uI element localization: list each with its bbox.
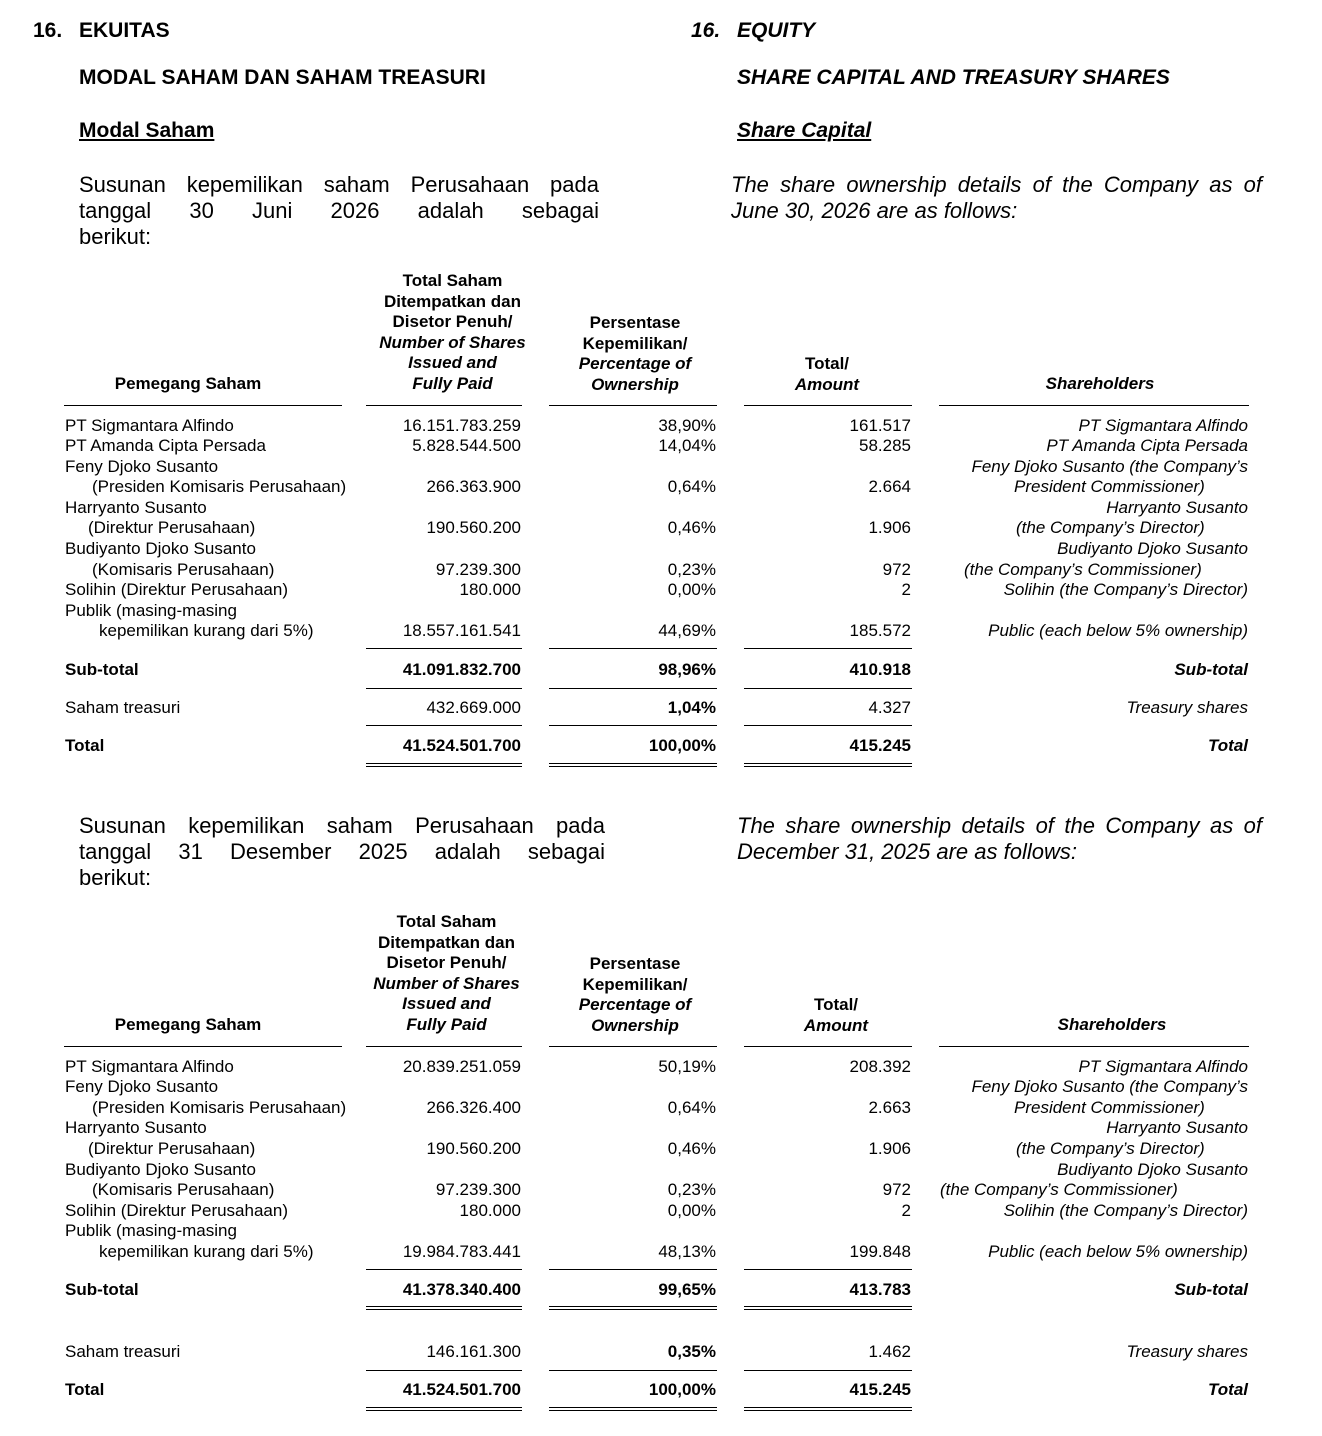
pct-cell: 0,35% [667, 1342, 716, 1361]
total-double-rule [549, 1407, 717, 1411]
row-label: Saham treasuri [65, 698, 181, 717]
pct-cell: 99,65% [658, 1280, 716, 1299]
sum-rule [366, 1370, 522, 1371]
shareholder-en: PT Sigmantara Alfindo [1078, 1057, 1248, 1076]
amount-cell: 2.664 [868, 477, 911, 496]
row-label: kepemilikan kurang dari 5%) [99, 1242, 314, 1261]
shares-cell: 266.363.900 [426, 477, 521, 496]
row-label: Feny Djoko Susanto [65, 1077, 219, 1096]
shareholder-en: Budiyanto Djoko Susanto [1057, 1160, 1248, 1179]
col-header-amount [760, 354, 894, 395]
header-line: Disetor Penuh/ [392, 312, 513, 331]
header-rule [64, 405, 342, 406]
section-number-en: 16. [691, 19, 721, 42]
header-line: Percentage of [578, 354, 692, 373]
row-label: Sub-total [65, 1280, 139, 1299]
sum-rule [549, 725, 717, 726]
intro-line: The share ownership details of the Company as of [731, 172, 1262, 197]
amount-cell: 199.848 [849, 1242, 911, 1261]
row-label: kepemilikan kurang dari 5%) [99, 621, 314, 640]
col-header-shareholders: Shareholders [1045, 374, 1155, 393]
pct-cell: 0,00% [667, 1201, 716, 1220]
total-double-rule [366, 763, 522, 767]
header-rule [64, 1046, 342, 1047]
col-header-shareholders: Shareholders [1057, 1015, 1167, 1034]
pct-cell: 0,00% [667, 580, 716, 599]
row-label: Total [65, 1380, 105, 1399]
amount-cell: 972 [882, 560, 911, 579]
header-line: Total Saham [396, 912, 497, 931]
subtotal-double-rule [744, 1306, 912, 1310]
header-rule [549, 405, 717, 406]
intro-paragraph-id-1 [79, 172, 599, 250]
header-line: Fully Paid [412, 373, 493, 393]
header-line: Ownership [591, 374, 679, 394]
shares-cell: 190.560.200 [426, 1139, 521, 1158]
header-rule [744, 405, 912, 406]
shareholder-en: Sub-total [1174, 1280, 1248, 1299]
pct-cell: 38,90% [658, 416, 716, 435]
header-line: Kepemilikan/ [582, 333, 688, 353]
shareholder-en: Feny Djoko Susanto (the Company’s [971, 457, 1248, 476]
shares-cell: 190.560.200 [426, 518, 521, 537]
header-line: Ownership [591, 1015, 679, 1035]
shareholder-en: (the Company’s Commissioner) [964, 560, 1202, 579]
shareholder-en: Harryanto Susanto [1106, 498, 1248, 517]
intro-line: Susunan kepemilikan saham Perusahaan pada [79, 172, 599, 197]
intro-line: tanggal 30 Juni 2026 adalah sebagai [79, 198, 599, 223]
sum-rule [744, 688, 912, 689]
sum-rule [366, 725, 522, 726]
header-line: Persentase [589, 313, 681, 332]
total-double-rule [549, 763, 717, 767]
amount-cell: 1.906 [868, 1139, 911, 1158]
amount-cell: 415.245 [849, 736, 911, 755]
row-label: Saham treasuri [65, 1342, 181, 1361]
header-rule [744, 1046, 912, 1047]
row-label: Total [65, 736, 105, 755]
shares-cell: 180.000 [459, 580, 521, 599]
shareholder-en: President Commissioner) [1014, 477, 1205, 496]
col-header-shares [354, 912, 539, 1035]
header-line: Amount [794, 374, 860, 394]
total-double-rule [366, 1407, 522, 1411]
sum-rule [549, 1269, 717, 1270]
heading-id: Modal Saham [79, 119, 215, 142]
total-double-rule [744, 763, 912, 767]
subtitle-en: SHARE CAPITAL AND TREASURY SHARES [737, 66, 1170, 89]
row-label: Publik (masing-masing [65, 1221, 237, 1240]
row-label: (Komisaris Perusahaan) [92, 1180, 275, 1199]
sum-rule [549, 1370, 717, 1371]
col-header-pct [555, 313, 715, 395]
row-label: Budiyanto Djoko Susanto [65, 1160, 256, 1179]
intro-line: The share ownership details of the Company as of [737, 813, 1262, 838]
header-rule [366, 1046, 522, 1047]
shareholder-en: (the Company’s Director) [1016, 1139, 1205, 1158]
shareholder-en: Total [1208, 736, 1248, 755]
pct-cell: 0,23% [667, 1180, 716, 1199]
pct-cell: 48,13% [658, 1242, 716, 1261]
header-line: Amount [803, 1015, 869, 1035]
row-label: Harryanto Susanto [65, 498, 207, 517]
header-line: Total Saham [402, 271, 503, 290]
row-label: PT Sigmantara Alfindo [65, 416, 234, 435]
sum-rule [744, 1269, 912, 1270]
pct-cell: 100,00% [648, 1380, 716, 1399]
pct-cell: 100,00% [648, 736, 716, 755]
row-label: Feny Djoko Susanto [65, 457, 219, 476]
amount-cell: 413.783 [849, 1280, 911, 1299]
shares-cell: 18.557.161.541 [402, 621, 521, 640]
row-label: Publik (masing-masing [65, 601, 237, 620]
row-label: (Presiden Komisaris Perusahaan) [92, 477, 347, 496]
shareholder-en: Harryanto Susanto [1106, 1118, 1248, 1137]
sum-rule [549, 648, 717, 649]
amount-cell: 415.245 [849, 1380, 911, 1399]
amount-cell: 208.392 [849, 1057, 911, 1076]
intro-line: tanggal 31 Desember 2025 adalah sebagai [79, 839, 605, 864]
header-line: Total/ [804, 354, 850, 373]
shares-cell: 5.828.544.500 [412, 436, 521, 455]
amount-cell: 1.462 [868, 1342, 911, 1361]
row-label: Solihin (Direktur Perusahaan) [65, 1201, 288, 1220]
amount-cell: 4.327 [868, 698, 911, 717]
shareholder-en: Solihin (the Company’s Director) [1003, 1201, 1248, 1220]
pct-cell: 44,69% [658, 621, 716, 640]
shares-cell: 16.151.783.259 [402, 416, 521, 435]
shares-cell: 97.239.300 [435, 1180, 521, 1199]
shares-cell: 432.669.000 [426, 698, 521, 717]
header-line: Number of Shares [373, 973, 520, 993]
shares-cell: 266.326.400 [426, 1098, 521, 1117]
header-line: Issued and [402, 994, 491, 1013]
intro-line: June 30, 2026 are as follows: [731, 198, 1018, 223]
row-label: PT Sigmantara Alfindo [65, 1057, 234, 1076]
header-line: Total/ [813, 995, 859, 1014]
sum-rule [366, 1269, 522, 1270]
row-label: Sub-total [65, 660, 139, 679]
header-rule [366, 405, 522, 406]
subtotal-double-rule [549, 1306, 717, 1310]
pct-cell: 0,64% [667, 1098, 716, 1117]
shareholder-en: Sub-total [1174, 660, 1248, 679]
pct-cell: 14,04% [658, 436, 716, 455]
shareholder-en: (the Company’s Commissioner) [940, 1180, 1178, 1199]
amount-cell: 410.918 [849, 660, 911, 679]
pct-cell: 0,46% [667, 518, 716, 537]
shareholder-en: Budiyanto Djoko Susanto [1057, 539, 1248, 558]
row-label: Solihin (Direktur Perusahaan) [65, 580, 288, 599]
row-label: (Direktur Perusahaan) [88, 1139, 256, 1158]
shares-cell: 146.161.300 [426, 1342, 521, 1361]
header-line: Ditempatkan dan [378, 932, 515, 952]
shareholder-en: Feny Djoko Susanto (the Company’s [971, 1077, 1248, 1096]
sum-rule [744, 725, 912, 726]
pct-cell: 0,64% [667, 477, 716, 496]
shares-cell: 41.091.832.700 [402, 660, 521, 679]
intro-paragraph-id-2 [79, 813, 605, 891]
header-line: Percentage of [578, 995, 692, 1014]
amount-cell: 58.285 [859, 436, 911, 455]
shareholder-en: Public (each below 5% ownership) [988, 1242, 1248, 1261]
shares-cell: 180.000 [459, 1201, 521, 1220]
shareholder-en: (the Company’s Director) [1016, 518, 1205, 537]
amount-cell: 972 [882, 1180, 911, 1199]
intro-line: berikut: [79, 224, 152, 249]
row-label: (Direktur Perusahaan) [88, 518, 256, 537]
shareholder-en: Public (each below 5% ownership) [988, 621, 1248, 640]
shares-cell: 41.524.501.700 [402, 1380, 521, 1399]
col-header-amount [769, 995, 903, 1036]
amount-cell: 185.572 [849, 621, 911, 640]
intro-paragraph-en-2 [737, 813, 1262, 865]
pct-cell: 1,04% [667, 698, 716, 717]
total-double-rule [744, 1407, 912, 1411]
amount-cell: 2 [901, 580, 911, 599]
col-header-shares [360, 271, 545, 394]
sum-rule [744, 648, 912, 649]
amount-cell: 2 [901, 1201, 911, 1220]
header-line: Disetor Penuh/ [386, 953, 507, 972]
pct-cell: 98,96% [658, 660, 716, 679]
row-label: Budiyanto Djoko Susanto [65, 539, 256, 558]
section-number-id: 16. [33, 19, 63, 42]
header-line: Number of Shares [379, 332, 526, 352]
pct-cell: 0,46% [667, 1139, 716, 1158]
header-line: Kepemilikan/ [582, 974, 688, 994]
subtitle-id: MODAL SAHAM DAN SAHAM TREASURI [79, 66, 486, 89]
header-line: Fully Paid [406, 1014, 487, 1034]
row-label: (Komisaris Perusahaan) [92, 560, 275, 579]
col-header-holder: Pemegang Saham [114, 1015, 262, 1034]
section-title-id: EKUITAS [79, 19, 170, 42]
header-rule [939, 1046, 1249, 1047]
shares-cell: 97.239.300 [435, 560, 521, 579]
amount-cell: 161.517 [849, 416, 911, 435]
shareholder-en: PT Sigmantara Alfindo [1078, 416, 1248, 435]
shareholder-en: Treasury shares [1126, 698, 1248, 717]
shares-cell: 20.839.251.059 [402, 1057, 521, 1076]
shareholder-en: Treasury shares [1126, 1342, 1248, 1361]
header-line: Ditempatkan dan [384, 291, 521, 311]
section-title-en: EQUITY [737, 19, 816, 42]
intro-line: berikut: [79, 865, 152, 890]
shares-cell: 41.378.340.400 [402, 1280, 521, 1299]
header-line: Issued and [408, 353, 497, 372]
intro-line: December 31, 2025 are as follows: [737, 839, 1077, 864]
subtotal-double-rule [366, 1306, 522, 1310]
shares-cell: 41.524.501.700 [402, 736, 521, 755]
shares-cell: 19.984.783.441 [402, 1242, 521, 1261]
header-rule [939, 405, 1249, 406]
pct-cell: 50,19% [658, 1057, 716, 1076]
intro-paragraph-en-1 [731, 172, 1262, 224]
row-label: Harryanto Susanto [65, 1118, 207, 1137]
intro-line: Susunan kepemilikan saham Perusahaan pada [79, 813, 605, 838]
heading-en: Share Capital [737, 119, 872, 142]
sum-rule [366, 688, 522, 689]
row-label: (Presiden Komisaris Perusahaan) [92, 1098, 347, 1117]
shareholder-en: President Commissioner) [1014, 1098, 1205, 1117]
amount-cell: 1.906 [868, 518, 911, 537]
amount-cell: 2.663 [868, 1098, 911, 1117]
pct-cell: 0,23% [667, 560, 716, 579]
sum-rule [366, 648, 522, 649]
col-header-pct [555, 954, 715, 1036]
col-header-holder: Pemegang Saham [114, 374, 262, 393]
sum-rule [549, 688, 717, 689]
row-label: PT Amanda Cipta Persada [65, 436, 266, 455]
shareholder-en: PT Amanda Cipta Persada [1046, 436, 1248, 455]
shareholder-en: Total [1208, 1380, 1248, 1399]
shareholder-en: Solihin (the Company’s Director) [1003, 580, 1248, 599]
sum-rule [744, 1370, 912, 1371]
header-rule [549, 1046, 717, 1047]
header-line: Persentase [589, 954, 681, 973]
